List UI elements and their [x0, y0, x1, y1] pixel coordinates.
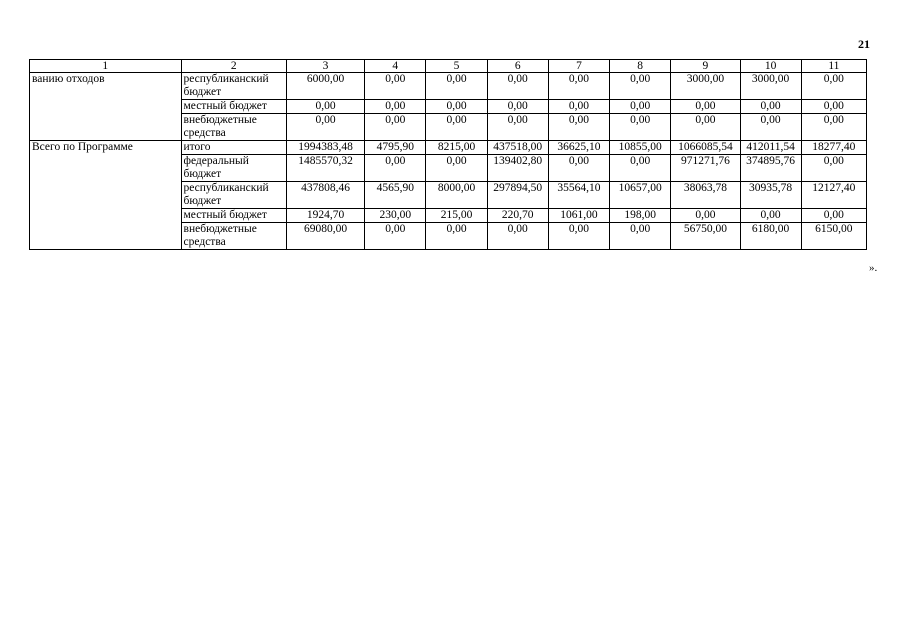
table-row	[30, 141, 867, 155]
page-number: 21	[858, 37, 870, 51]
value-cell: 6150,00	[801, 223, 866, 250]
column-header: 2	[181, 60, 286, 73]
value-cell: 0,00	[610, 223, 671, 250]
value-cell: 35564,10	[548, 182, 609, 209]
value-cell: 0,00	[671, 100, 740, 114]
column-header: 1	[30, 60, 182, 73]
value-cell: 0,00	[548, 73, 609, 100]
value-cell: 0,00	[548, 114, 609, 141]
value-cell: 0,00	[740, 209, 801, 223]
value-cell: 0,00	[365, 114, 426, 141]
column-header: 8	[610, 60, 671, 73]
value-cell: 1061,00	[548, 209, 609, 223]
value-cell: 0,00	[426, 100, 487, 114]
value-cell: 0,00	[610, 73, 671, 100]
value-cell: 220,70	[487, 209, 548, 223]
value-cell: 0,00	[487, 73, 548, 100]
row-group-name: ванию отходов	[30, 73, 182, 141]
value-cell: 0,00	[610, 155, 671, 182]
value-cell: 0,00	[365, 223, 426, 250]
column-header: 4	[365, 60, 426, 73]
value-cell: 0,00	[801, 114, 866, 141]
value-cell: 3000,00	[740, 73, 801, 100]
budget-table	[29, 59, 867, 250]
column-header: 6	[487, 60, 548, 73]
value-cell: 198,00	[610, 209, 671, 223]
column-header: 11	[801, 60, 866, 73]
value-cell: 437808,46	[286, 182, 364, 209]
value-cell: 3000,00	[671, 73, 740, 100]
value-cell: 0,00	[671, 209, 740, 223]
value-cell: 0,00	[610, 100, 671, 114]
value-cell: 412011,54	[740, 141, 801, 155]
value-cell: 36625,10	[548, 141, 609, 155]
row-group-name: Всего по Программе	[30, 141, 182, 250]
value-cell: 437518,00	[487, 141, 548, 155]
value-cell: 0,00	[365, 73, 426, 100]
value-cell: 0,00	[487, 223, 548, 250]
value-cell: 297894,50	[487, 182, 548, 209]
value-cell: 12127,40	[801, 182, 866, 209]
value-cell: 10855,00	[610, 141, 671, 155]
table-row	[30, 73, 867, 100]
closing-quote: ».	[869, 262, 878, 274]
value-cell: 1485570,32	[286, 155, 364, 182]
value-cell: 0,00	[801, 73, 866, 100]
value-cell: 215,00	[426, 209, 487, 223]
value-cell: 374895,76	[740, 155, 801, 182]
value-cell: 0,00	[286, 100, 364, 114]
value-cell: 139402,80	[487, 155, 548, 182]
value-cell: 0,00	[426, 73, 487, 100]
column-header: 7	[548, 60, 609, 73]
column-header: 5	[426, 60, 487, 73]
value-cell: 4565,90	[365, 182, 426, 209]
funding-source: внебюджетные средства	[181, 114, 286, 141]
value-cell: 0,00	[548, 223, 609, 250]
value-cell: 0,00	[365, 100, 426, 114]
column-header: 10	[740, 60, 801, 73]
funding-source: республиканский бюджет	[181, 182, 286, 209]
value-cell: 0,00	[426, 155, 487, 182]
value-cell: 0,00	[548, 100, 609, 114]
header-row	[30, 60, 867, 73]
value-cell: 30935,78	[740, 182, 801, 209]
value-cell: 0,00	[801, 100, 866, 114]
funding-source: республиканский бюджет	[181, 73, 286, 100]
column-header: 9	[671, 60, 740, 73]
value-cell: 56750,00	[671, 223, 740, 250]
value-cell: 0,00	[487, 100, 548, 114]
value-cell: 1994383,48	[286, 141, 364, 155]
value-cell: 0,00	[740, 114, 801, 141]
funding-source: федеральный бюджет	[181, 155, 286, 182]
funding-source: местный бюджет	[181, 100, 286, 114]
value-cell: 10657,00	[610, 182, 671, 209]
column-header: 3	[286, 60, 364, 73]
value-cell: 971271,76	[671, 155, 740, 182]
value-cell: 18277,40	[801, 141, 866, 155]
value-cell: 1066085,54	[671, 141, 740, 155]
value-cell: 0,00	[801, 155, 866, 182]
funding-source: местный бюджет	[181, 209, 286, 223]
value-cell: 0,00	[610, 114, 671, 141]
value-cell: 0,00	[671, 114, 740, 141]
value-cell: 8000,00	[426, 182, 487, 209]
value-cell: 38063,78	[671, 182, 740, 209]
value-cell: 0,00	[426, 223, 487, 250]
value-cell: 0,00	[801, 209, 866, 223]
value-cell: 0,00	[548, 155, 609, 182]
value-cell: 0,00	[426, 114, 487, 141]
funding-source: итого	[181, 141, 286, 155]
funding-source: внебюджетные средства	[181, 223, 286, 250]
value-cell: 0,00	[740, 100, 801, 114]
value-cell: 8215,00	[426, 141, 487, 155]
value-cell: 0,00	[286, 114, 364, 141]
value-cell: 4795,90	[365, 141, 426, 155]
value-cell: 1924,70	[286, 209, 364, 223]
value-cell: 6180,00	[740, 223, 801, 250]
value-cell: 230,00	[365, 209, 426, 223]
value-cell: 0,00	[487, 114, 548, 141]
value-cell: 0,00	[365, 155, 426, 182]
value-cell: 69080,00	[286, 223, 364, 250]
value-cell: 6000,00	[286, 73, 364, 100]
